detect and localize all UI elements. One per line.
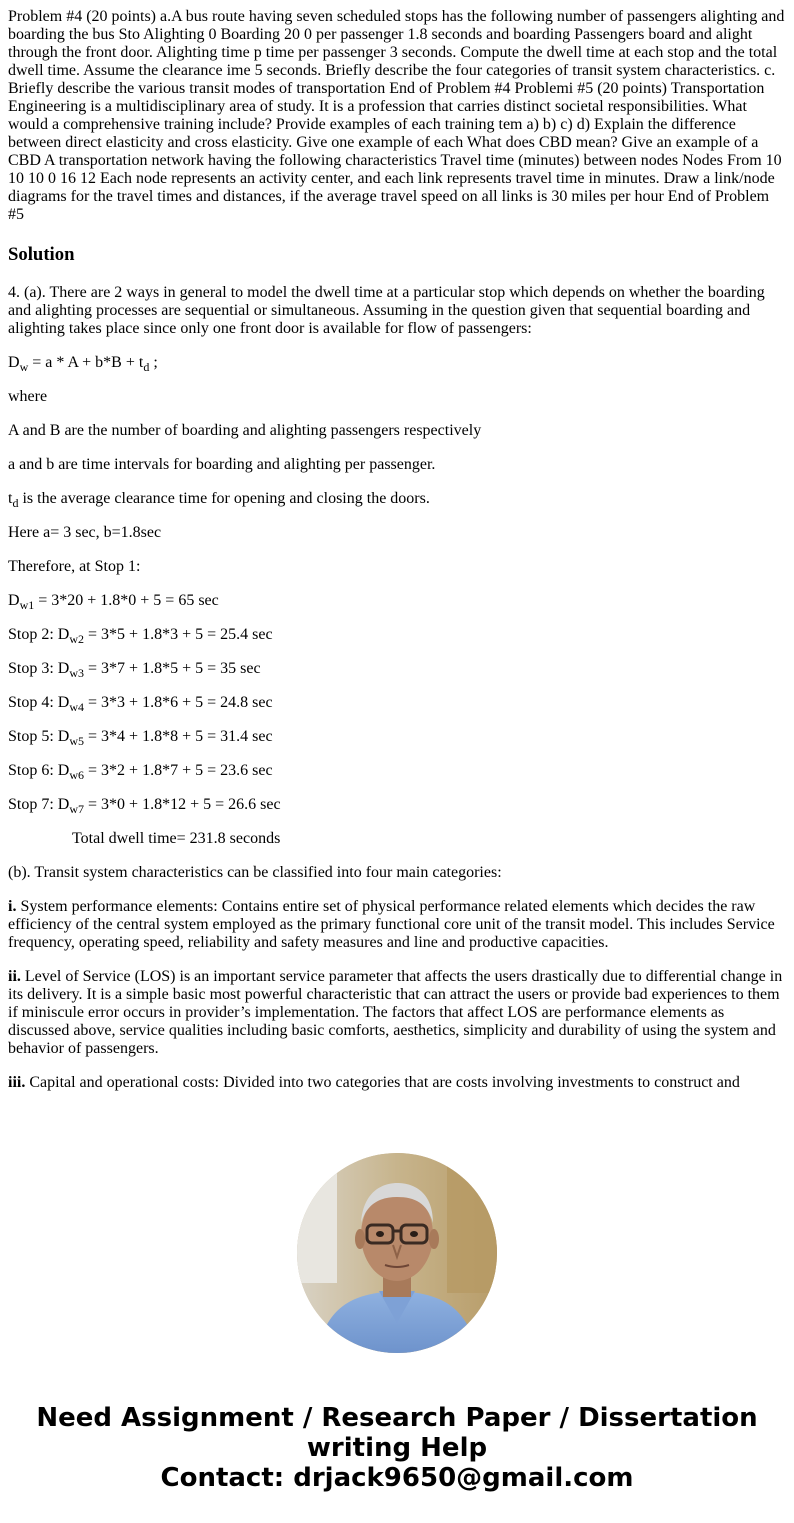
formula-var: D [8, 354, 20, 371]
document-body [8, 8, 786, 1124]
stop-calculation [8, 626, 786, 647]
stop-sub: w5 [69, 734, 85, 749]
stop-prefix: Stop 6: [8, 762, 58, 779]
definition-times: a and b are time intervals for boarding and alighting per passenger. [8, 456, 436, 473]
stop-calculation [8, 762, 786, 783]
item-text: Capital and operational costs: Divided into two categories that are costs involving investments to construct and [25, 1074, 740, 1091]
promo-contact: Contact: drjack9650@gmail.com [160, 1463, 634, 1493]
td-text: is the average clearance time for opening and closing the doors. [18, 490, 430, 507]
formula-rhs-sub: d [143, 360, 150, 375]
td-var: t [8, 490, 13, 507]
stop-expr: = 3*0 + 1.8*12 + 5 = 26.6 sec [84, 796, 281, 813]
stop-prefix: Stop 4: [8, 694, 58, 711]
part-b-intro: (b). Transit system characteristics can be classified into four main categories: [8, 864, 502, 881]
author-avatar [297, 1153, 497, 1353]
formula-rhs: = a * A + b*B + t [28, 354, 144, 371]
stop-prefix: Stop 7: [8, 796, 58, 813]
stop-sub: w4 [69, 700, 85, 715]
therefore-line: Therefore, at Stop 1: [8, 558, 141, 575]
stop-var: D [57, 660, 70, 677]
stop-sub: w7 [69, 802, 85, 817]
stop-var: D [57, 728, 70, 745]
promo-footer [0, 1403, 794, 1493]
where-label: where [8, 388, 48, 405]
promo-line-1: Need Assignment / Research Paper / Dissertation [36, 1403, 758, 1433]
stop-expr: = 3*3 + 1.8*6 + 5 = 24.8 sec [84, 694, 273, 711]
stop-var: D [57, 626, 70, 643]
stop-sub: w1 [19, 598, 35, 613]
stop-calculation [8, 728, 786, 749]
stop-var: D [57, 796, 70, 813]
stop-expr: = 3*7 + 1.8*5 + 5 = 35 sec [84, 660, 261, 677]
stop-var: D [57, 694, 70, 711]
total-dwell-time: Total dwell time= 231.8 seconds [72, 830, 281, 847]
problem-statement: Problem #4 (20 points) a.A bus route having seven scheduled stops has the following number of passengers alighting and boarding the bus Sto Alighting 0 Boarding 20 0 per passenger 1.8 seconds and boarding Passengers board and alight through the front door. Alighting time p time per passenger 3 seconds. Compute the dwell time at each stop and the total dwell time. Assume the clearance ime 5 seconds. Briefly describe the four categories of transit system characteristics. c. Briefly describe the various transit modes of transportation End of Problem #4 Problemi #5 (20 points) Transportation Engineering is a multidisciplinary area of study. It is a profession that carries distinct societal responsibilities. What would a comprehensive training include? Provide examples of each training tem a) b) c) d) Explain the difference between direct elasticity and cross elasticity. Give one example of each What does CBD mean? Give an example of a CBD A transportation network having the following characteristics Travel time (minutes) between nodes Nodes From 10 10 10 0 16 12 Each node represents an activity center, and each link represents travel time in minutes. Draw a link/node diagrams for the travel times and distances, if the average travel speed on all links is 30 miles per hour End of Problem #5 [8, 8, 785, 223]
stop-sub: w6 [69, 768, 85, 783]
category-item [8, 968, 786, 1058]
item-number: ii. [8, 968, 21, 985]
stop-expr: = 3*5 + 1.8*3 + 5 = 25.4 sec [84, 626, 273, 643]
formula-tail: ; [149, 354, 158, 371]
stop-calculation [8, 694, 786, 715]
item-number: i. [8, 898, 17, 915]
item-number: iii. [8, 1074, 26, 1091]
item-text: Level of Service (LOS) is an important service parameter that affects the users drastically due to differential change in its delivery. It is a simple basic most powerful characteristic that can attract the users or provide bad experiences to them if miniscule error occurs in provider’s implementation. The factors that affect LOS are performance elements as discussed above, service qualities including basic comforts, aesthetics, simplicity and durability of using the system and behavior of passengers. [8, 968, 783, 1057]
stop-prefix: Stop 2: [8, 626, 58, 643]
category-item [8, 898, 786, 952]
stop-calculation [8, 660, 786, 681]
definition-td [8, 490, 786, 511]
stop-prefix: Stop 3: [8, 660, 58, 677]
formula-sub: w [19, 360, 29, 375]
stop-sub: w2 [69, 632, 85, 647]
promo-line-2: writing Help [306, 1433, 488, 1463]
definition-ab: A and B are the number of boarding and alighting passengers respectively [8, 422, 482, 439]
stop-expr: = 3*2 + 1.8*7 + 5 = 23.6 sec [84, 762, 273, 779]
td-sub: d [12, 496, 19, 511]
stop-expr: = 3*4 + 1.8*8 + 5 = 31.4 sec [84, 728, 273, 745]
stop-sub: w3 [69, 666, 85, 681]
intro-paragraph: 4. (a). There are 2 ways in general to model the dwell time at a particular stop which depends on whether the boarding and alighting processes are sequential or simultaneous. Assuming in the question given that sequential boarding and alighting takes place since only one front door is available for flow of passengers: [8, 284, 765, 337]
stop-expr: = 3*20 + 1.8*0 + 5 = 65 sec [34, 592, 219, 609]
category-item [8, 1074, 786, 1092]
dwell-formula [8, 354, 786, 375]
item-text: System performance elements: Contains entire set of physical performance related elements which decides the raw efficiency of the central system employed as the primary functional core unit of the transit model. This includes Service frequency, operating speed, reliability and safety measures and line and productive capacities. [8, 898, 775, 951]
stop-var: D [57, 762, 70, 779]
stop-var: D [8, 592, 20, 609]
values-line: Here a= 3 sec, b=1.8sec [8, 524, 162, 541]
stop-calculation [8, 592, 786, 613]
stop-calculation [8, 796, 786, 817]
stop-prefix: Stop 5: [8, 728, 58, 745]
solution-heading: Solution [8, 244, 75, 265]
author-photo [297, 1153, 497, 1353]
